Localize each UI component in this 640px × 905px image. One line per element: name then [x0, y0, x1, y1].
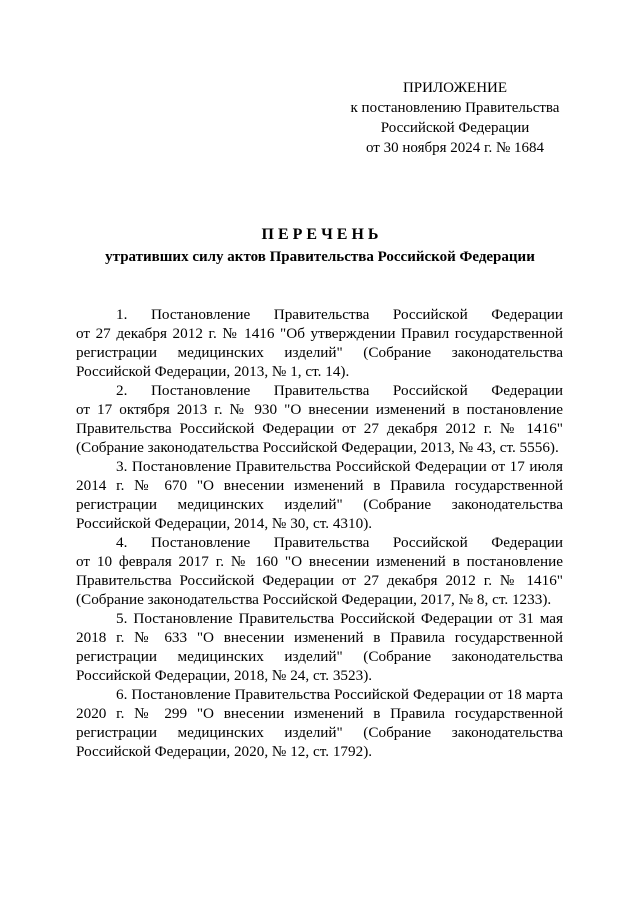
appendix-block: [330, 78, 580, 158]
item-line: 2018 г. № 633 "О внесении изменений в Правила государственной: [76, 629, 563, 646]
document-subtitle: утративших силу актов Правительства Российской Федерации: [105, 249, 535, 265]
list-item: [76, 685, 563, 761]
item-line: от 27 декабря 2012 г. № 1416 "Об утверждении Правил государственной: [76, 325, 563, 342]
list-item: [76, 305, 563, 381]
item-line: 1. Постановление Правительства Российской Федерации: [116, 306, 563, 323]
document-title: ПЕРЕЧЕНЬ: [261, 226, 383, 243]
appendix-heading: ПРИЛОЖЕНИЕ: [402, 80, 508, 96]
list-item: [76, 381, 563, 457]
item-line: от 17 октября 2013 г. № 930 "О внесении изменений в постановление: [76, 401, 563, 418]
item-line: 3. Постановление Правительства Российской Федерации от 17 июля: [116, 458, 563, 475]
item-line: 4. Постановление Правительства Российской Федерации: [116, 534, 563, 551]
appendix-line: к постановлению Правительства: [350, 100, 560, 116]
item-line: 2020 г. № 299 "О внесении изменений в Правила государственной: [76, 705, 563, 722]
appendix-line: Российской Федерации: [380, 120, 530, 136]
item-line: регистрации медицинских изделий" (Собрание законодательства: [76, 344, 563, 361]
list-item: [76, 609, 563, 685]
item-line: регистрации медицинских изделий" (Собрание законодательства: [76, 648, 563, 665]
item-line: 2014 г. № 670 "О внесении изменений в Правила государственной: [76, 477, 563, 494]
item-line: от 10 февраля 2017 г. № 160 "О внесении изменений в постановление: [76, 553, 563, 570]
item-line: 2. Постановление Правительства Российской Федерации: [116, 382, 563, 399]
list-item: [76, 457, 563, 533]
item-line: регистрации медицинских изделий" (Собрание законодательства: [76, 724, 563, 741]
item-line: (Собрание законодательства Российской Федерации, 2013, № 43, ст. 5556).: [76, 439, 559, 456]
appendix-line: от 30 ноября 2024 г. № 1684: [365, 140, 545, 156]
item-line: Российской Федерации, 2013, № 1, ст. 14).: [76, 363, 350, 380]
item-line: Российской Федерации, 2014, № 30, ст. 4310).: [76, 515, 373, 532]
list-item: [76, 533, 563, 609]
item-line: (Собрание законодательства Российской Федерации, 2017, № 8, ст. 1233).: [76, 591, 552, 608]
item-line: Правительства Российской Федерации от 27 декабря 2012 г. № 1416": [76, 572, 563, 589]
item-line: 5. Постановление Правительства Российской Федерации от 31 мая: [116, 610, 563, 627]
item-line: 6. Постановление Правительства Российской Федерации от 18 марта: [116, 686, 563, 703]
item-line: Российской Федерации, 2020, № 12, ст. 1792).: [76, 743, 373, 760]
item-line: регистрации медицинских изделий" (Собрание законодательства: [76, 496, 563, 513]
acts-list: [76, 305, 563, 761]
item-line: Российской Федерации, 2018, № 24, ст. 3523).: [76, 667, 373, 684]
item-line: Правительства Российской Федерации от 27 декабря 2012 г. № 1416": [76, 420, 563, 437]
